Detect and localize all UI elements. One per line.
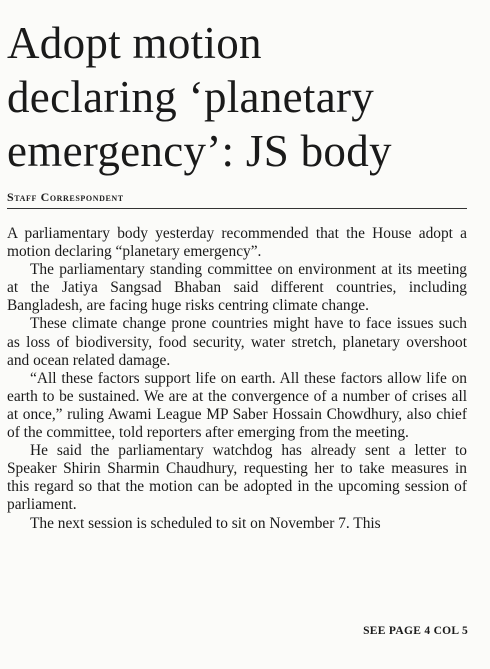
article-body	[7, 225, 467, 533]
headline-line: emergency’: JS body	[7, 126, 392, 176]
byline: Staff Correspondent	[7, 190, 467, 209]
paragraph: The parliamentary standing committee on environment at its meeting at the Jatiya Sangsad Bhaban said different countries, including Bangladesh, are facing huge risks centring climate change.	[7, 261, 467, 315]
news-article	[7, 16, 467, 533]
paragraph: “All these factors support life on earth. All these factors allow life on earth to be sustained. We are at the convergence of a number of crises all at once,” ruling Awami League MP Saber Hossain Chowdhury, also chief of the committee, told reporters after emerging from the meeting.	[7, 369, 467, 442]
paragraph: The next session is scheduled to sit on November 7. This	[30, 514, 381, 532]
headline	[7, 16, 467, 178]
headline-line: Adopt motion	[7, 18, 262, 68]
headline-line: declaring ‘planetary	[7, 72, 375, 122]
continued-on-page-label: SEE PAGE 4 COL 5	[363, 625, 468, 637]
paragraph: He said the parliamentary watchdog has already sent a letter to Speaker Shirin Sharmin Chaudhury, requesting her to take measures in this regard so that the motion can be adopted in the upcoming session of parliament.	[7, 442, 467, 514]
paragraph: A parliamentary body yesterday recommended that the House adopt a motion declaring “planetary emergency”.	[7, 225, 467, 261]
paragraph: These climate change prone countries might have to face issues such as loss of biodiversity, food security, water stretch, planetary overshoot and ocean related damage.	[7, 315, 467, 369]
